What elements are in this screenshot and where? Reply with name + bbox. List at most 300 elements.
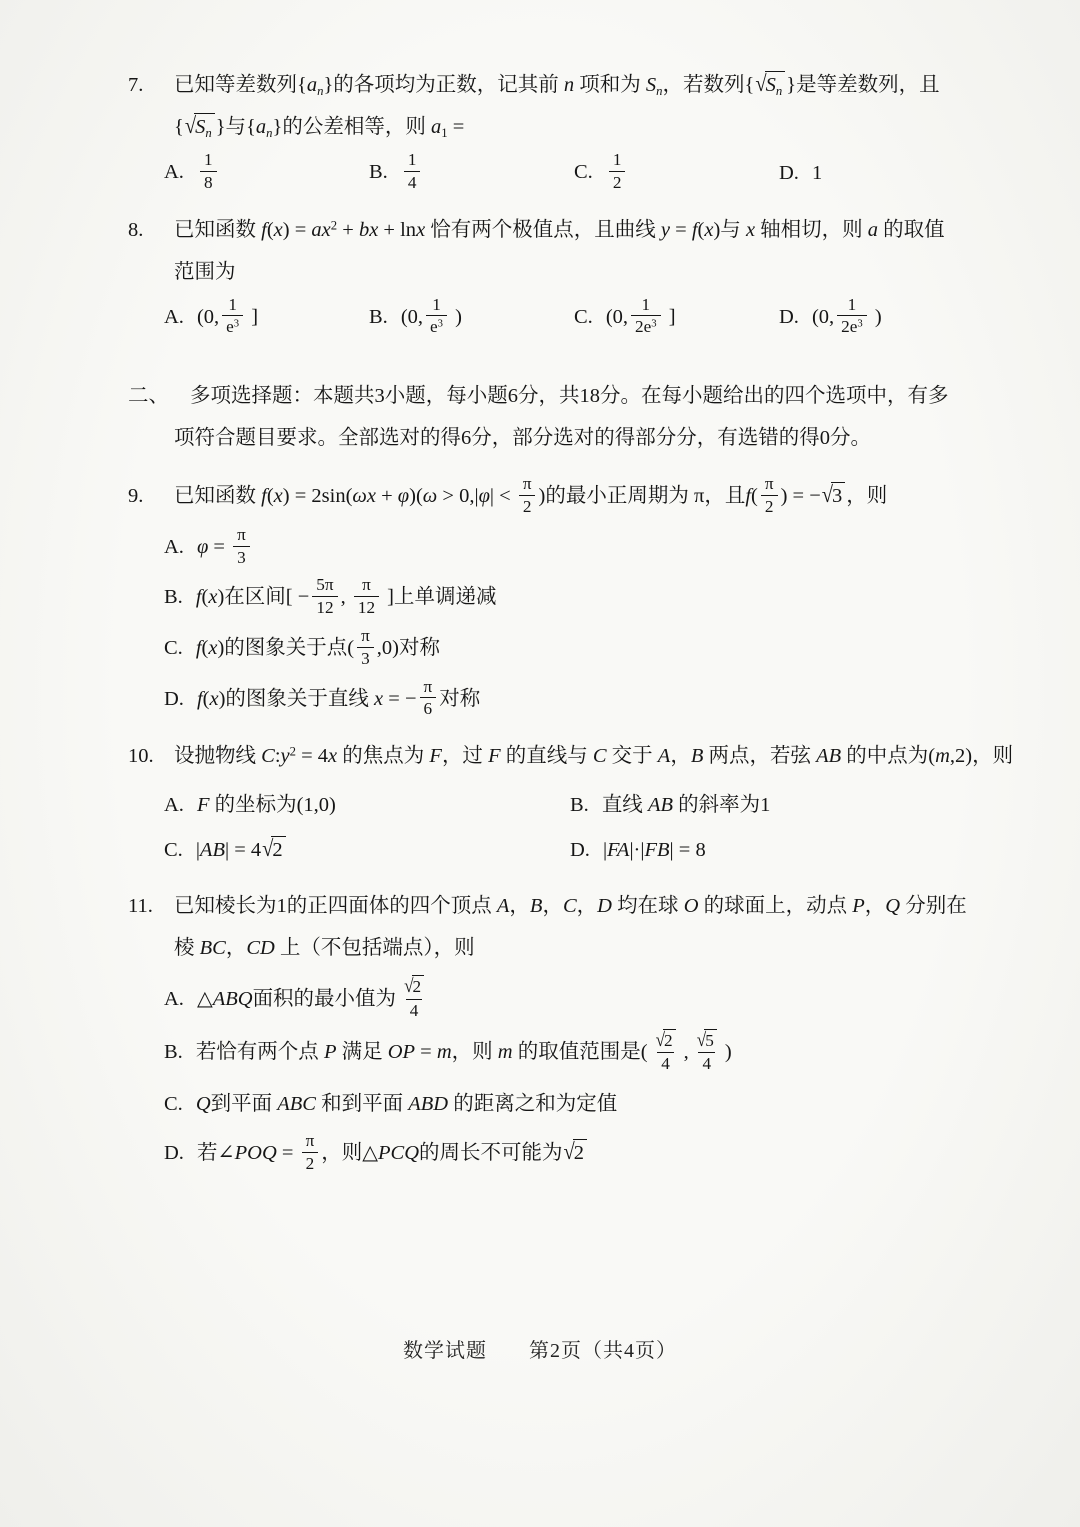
- math-var: POQ: [234, 1142, 277, 1165]
- fraction-numerator: [302, 1131, 319, 1152]
- text: 6: [423, 699, 433, 719]
- page-footer: 数学试题 第2页（共4页）: [403, 1340, 677, 1362]
- text: 2: [272, 839, 283, 862]
- math-var: n: [563, 74, 575, 96]
- text: 2: [664, 1030, 673, 1050]
- text: 对称: [439, 687, 481, 710]
- stem-line: [128, 927, 1008, 969]
- math-var: n: [656, 83, 663, 98]
- question-number: 7.: [128, 74, 144, 96]
- radical-icon: √: [262, 837, 274, 862]
- text: π: [237, 524, 246, 544]
- text: (: [202, 687, 210, 710]
- text: +: [375, 485, 398, 508]
- text: }的公差相等，则: [272, 116, 431, 139]
- text: 2: [573, 1142, 585, 1165]
- math-var: x: [704, 218, 714, 241]
- text: 4: [661, 1054, 670, 1074]
- stem-line: [128, 209, 1008, 251]
- math-var: ω: [422, 485, 438, 508]
- text: )在区间[ −: [217, 586, 310, 609]
- text: e: [430, 317, 438, 337]
- math-sqrt: [697, 1029, 717, 1052]
- math-var: f: [195, 637, 202, 660]
- math-var: x: [374, 687, 384, 710]
- text: =: [276, 1142, 299, 1165]
- text: 直线: [601, 794, 648, 817]
- option-D: [779, 153, 822, 194]
- math-sqrt: [185, 106, 215, 148]
- text: π: [522, 474, 532, 494]
- math-var: x: [273, 218, 283, 241]
- math-fraction: [426, 295, 447, 338]
- fraction-numerator: [200, 150, 217, 171]
- option-body: [197, 150, 220, 192]
- text: ，: [542, 895, 563, 918]
- math-var: S: [645, 74, 657, 96]
- math-sqrt: [404, 975, 424, 998]
- option-B: [128, 577, 1008, 620]
- text: 1: [441, 125, 448, 140]
- math-var: a: [430, 116, 442, 139]
- option-label: B.: [164, 1041, 183, 1064]
- text: 2e: [635, 317, 652, 337]
- math-fraction: [519, 474, 536, 517]
- math-var: C: [261, 745, 275, 768]
- text: 8: [203, 172, 213, 192]
- option-body: [196, 839, 287, 861]
- text: 1: [811, 161, 823, 184]
- question-number: 8.: [128, 218, 144, 241]
- math-var: f: [195, 586, 202, 609]
- option-body: [196, 676, 481, 719]
- math-var: a: [867, 218, 879, 241]
- text: ]上单调递减: [382, 586, 497, 609]
- text: π: [361, 626, 370, 646]
- fraction-denominator: [222, 315, 243, 337]
- math-fraction: [420, 677, 437, 720]
- option-B: [369, 294, 574, 340]
- text: △: [196, 987, 213, 1010]
- option-A: [164, 152, 369, 195]
- text: 2: [330, 218, 338, 233]
- option-body: [196, 524, 253, 567]
- math-var: m: [436, 1041, 452, 1064]
- options: [128, 977, 1008, 1176]
- text: 2e: [841, 317, 858, 337]
- section-header: [128, 375, 1008, 459]
- text: {: [174, 116, 184, 139]
- math-var: BC: [199, 937, 226, 960]
- text: ，: [225, 937, 247, 960]
- math-var: OP: [387, 1041, 416, 1064]
- text: 2: [412, 977, 422, 997]
- math-var: bx: [358, 218, 379, 241]
- option-C: [128, 1084, 1008, 1125]
- option-D: [128, 1133, 1008, 1176]
- math-fraction: [302, 1131, 319, 1174]
- math-var: O: [683, 895, 699, 918]
- option-A: [164, 785, 570, 826]
- text: )与: [713, 218, 746, 241]
- text: | = 4: [224, 839, 262, 862]
- math-var: AB: [647, 794, 673, 817]
- option-C: [574, 152, 779, 195]
- math-var: f: [261, 218, 267, 241]
- stem-line: [128, 64, 1008, 106]
- fraction-numerator: [358, 575, 375, 596]
- fraction-numerator: [609, 150, 626, 171]
- text: | <: [489, 485, 516, 508]
- fraction-numerator: [404, 150, 421, 171]
- fraction-denominator: [761, 495, 778, 517]
- text: 和到平面: [315, 1093, 409, 1116]
- text: (0,: [400, 305, 424, 328]
- math-fraction: [761, 474, 778, 517]
- math-fraction: [357, 626, 374, 669]
- text: }与{: [215, 116, 256, 139]
- math-subscript: [776, 84, 782, 98]
- text: 的直线与: [500, 745, 593, 768]
- text: ,: [683, 1041, 689, 1064]
- fraction-denominator: [420, 697, 437, 719]
- text: 的距离之和为定值: [448, 1093, 618, 1116]
- text: 到平面: [210, 1093, 278, 1116]
- math-var: Q: [885, 895, 901, 918]
- text: 5: [705, 1030, 714, 1050]
- option-body: [195, 626, 440, 668]
- fraction-denominator: [404, 171, 421, 193]
- math-var: B: [529, 895, 543, 918]
- math-var: C: [562, 895, 577, 918]
- fraction-numerator: [651, 1029, 681, 1053]
- text: 棱: [174, 937, 200, 960]
- text: 5π: [316, 575, 334, 595]
- option-body: [401, 150, 424, 192]
- math-var: FB: [644, 839, 670, 862]
- text: ，过: [441, 745, 489, 768]
- math-var: φ: [196, 535, 209, 558]
- radical-icon: √: [755, 71, 767, 97]
- option-D: [779, 294, 882, 340]
- text: (0,: [605, 305, 629, 328]
- text: 1: [612, 150, 622, 170]
- fraction-numerator: [519, 474, 536, 495]
- option-label: C.: [164, 839, 183, 862]
- text: ): [724, 1041, 732, 1064]
- option-label: D.: [164, 1142, 184, 1165]
- math-var: a: [306, 74, 318, 96]
- math-var: n: [775, 83, 783, 98]
- option-body: [812, 162, 822, 184]
- option-label: B.: [369, 305, 388, 328]
- option-A: [128, 524, 1008, 570]
- math-superscript: [438, 318, 443, 330]
- fraction-numerator: [428, 295, 445, 316]
- text: 2: [305, 1154, 315, 1173]
- math-var: A: [657, 745, 671, 768]
- text: (: [201, 586, 209, 609]
- question-7: [128, 64, 1008, 195]
- math-var: x: [208, 637, 218, 660]
- text: }是等差数列，且: [786, 74, 940, 96]
- question-10: [128, 735, 1014, 871]
- math-fraction: [222, 295, 243, 338]
- options: [128, 294, 1008, 340]
- text: |: [602, 839, 608, 862]
- option-body: [196, 294, 259, 337]
- text: )的图象关于直线: [218, 687, 375, 710]
- fraction-denominator: [426, 315, 447, 337]
- math-superscript: [857, 318, 862, 330]
- section-line: [128, 375, 1008, 417]
- math-sqrt: [656, 1029, 676, 1052]
- math-var: f: [745, 485, 752, 508]
- option-body: [605, 294, 676, 337]
- math-var: m: [497, 1041, 513, 1064]
- text: 项和为: [574, 74, 646, 96]
- text: 的周长不可能为: [419, 1142, 563, 1165]
- math-var: f: [691, 218, 698, 241]
- text: (: [266, 218, 274, 241]
- math-fraction: [631, 295, 661, 338]
- options: [128, 152, 1008, 195]
- text: 恰有两个极值点，且曲线: [425, 218, 661, 241]
- option-body: [196, 1131, 588, 1173]
- math-var: f: [196, 687, 203, 710]
- math-sqrt: [755, 64, 785, 106]
- text: 3: [237, 547, 246, 567]
- stem-line: [128, 251, 1008, 293]
- text: 1: [847, 294, 857, 314]
- radicand: [271, 836, 285, 863]
- math-var: F: [429, 745, 442, 768]
- math-var: x: [328, 745, 338, 768]
- section-line: [128, 417, 1008, 459]
- text: 分别在: [900, 895, 967, 918]
- math-var: PCQ: [378, 1142, 420, 1165]
- text: 已知等差数列{: [174, 74, 307, 96]
- text: ,: [340, 586, 351, 609]
- text: }的各项均为正数，记其前: [323, 74, 564, 96]
- math-var: B: [690, 745, 704, 768]
- text: 4: [407, 172, 417, 192]
- fraction-denominator: [302, 1152, 319, 1174]
- math-var: n: [266, 125, 273, 140]
- option-body: [196, 975, 432, 1020]
- text: 已知函数: [174, 218, 262, 241]
- math-var: A: [496, 895, 510, 918]
- option-label: C.: [164, 1093, 183, 1116]
- fraction-numerator: [844, 295, 861, 316]
- math-var: n: [317, 83, 324, 98]
- exam-content: [128, 64, 1014, 1190]
- math-var: S: [765, 74, 776, 96]
- radicand: [831, 482, 845, 509]
- text: e: [226, 317, 234, 337]
- option-label: B.: [570, 794, 589, 817]
- option-label: C.: [164, 637, 183, 660]
- math-fraction: [609, 150, 626, 193]
- text: 的取值范围是(: [512, 1041, 648, 1064]
- fraction-denominator: [406, 999, 423, 1021]
- text: 已知函数: [174, 485, 262, 508]
- option-C: [164, 830, 570, 871]
- text: ,2)，则: [949, 745, 1014, 768]
- text: 3: [651, 318, 657, 331]
- option-label: A.: [164, 161, 184, 184]
- text: =: [208, 535, 231, 558]
- math-var: F: [196, 794, 210, 817]
- text: 均在球: [611, 895, 684, 918]
- text: (0,: [196, 305, 220, 328]
- radical-icon: √: [184, 113, 197, 139]
- math-var: FA: [607, 839, 630, 862]
- text: 2: [522, 497, 532, 517]
- option-label: C.: [574, 305, 593, 328]
- math-var: C: [592, 745, 607, 768]
- radicand: [765, 71, 786, 99]
- question-number: 9.: [128, 485, 144, 508]
- text: 已知棱长为1的正四面体的四个顶点: [174, 895, 497, 918]
- text: ，: [864, 895, 886, 918]
- text: 的球面上，动点: [698, 895, 853, 918]
- text: 4: [702, 1054, 712, 1074]
- stem-line: [128, 735, 1014, 777]
- fraction-denominator: [200, 171, 217, 193]
- text: 范围为: [174, 260, 236, 283]
- text: = 4: [295, 745, 329, 768]
- text: 12: [316, 598, 334, 618]
- text: 轴相切，则: [755, 218, 868, 241]
- text: (: [201, 637, 209, 660]
- option-label: D.: [779, 305, 799, 328]
- option-label: A.: [164, 305, 184, 328]
- math-fraction: [404, 150, 421, 193]
- option-C: [574, 294, 779, 340]
- fraction-denominator: [609, 171, 626, 193]
- fraction-numerator: [224, 295, 241, 316]
- question-9: [128, 475, 1008, 721]
- question-number: 11.: [128, 895, 153, 918]
- text: 3: [361, 648, 370, 668]
- fraction-denominator: [519, 495, 536, 517]
- text: = −: [383, 687, 417, 710]
- text: 交于: [606, 745, 658, 768]
- radical-icon: √: [696, 1028, 707, 1051]
- math-sqrt: [564, 1133, 588, 1174]
- math-var: CD: [246, 937, 275, 960]
- option-label: D.: [570, 839, 590, 862]
- math-sqrt: [262, 830, 286, 871]
- math-var: x: [209, 687, 219, 710]
- math-superscript: [651, 318, 656, 330]
- fraction-denominator: [233, 546, 250, 568]
- option-body: [602, 794, 771, 816]
- text: 2: [612, 172, 622, 192]
- math-var: ABQ: [212, 987, 253, 1010]
- fraction-denominator: [357, 647, 374, 669]
- math-var: x: [208, 586, 218, 609]
- text: 设抛物线: [174, 745, 262, 768]
- fraction-denominator: [631, 315, 661, 337]
- radicand: [194, 113, 215, 141]
- text: (: [751, 485, 758, 508]
- text: ) = −: [780, 485, 821, 508]
- text: π: [764, 474, 774, 494]
- radical-icon: √: [404, 975, 414, 997]
- text: ，: [670, 745, 691, 768]
- math-var: y: [280, 745, 290, 768]
- option-B: [570, 785, 976, 826]
- text: π: [423, 676, 433, 696]
- text: 若恰有两个点: [195, 1041, 324, 1064]
- math-var: n: [205, 125, 212, 140]
- text: ,0)对称: [376, 637, 440, 660]
- radical-icon: √: [821, 483, 834, 508]
- fraction-numerator: [692, 1029, 722, 1053]
- text: + ln: [378, 218, 417, 241]
- text: =: [447, 116, 465, 139]
- text: )的最小正周期为 π，且: [538, 485, 746, 508]
- math-var: P: [852, 895, 865, 918]
- question-8: [128, 209, 1008, 340]
- math-fraction: [837, 295, 867, 338]
- text: |·|: [629, 839, 645, 862]
- options: [128, 781, 1008, 871]
- option-label: C.: [574, 161, 593, 184]
- text: 的斜率为1: [672, 794, 771, 817]
- option-body: [606, 150, 629, 192]
- text: 的坐标为(1,0): [209, 794, 336, 817]
- section-number: 二、: [128, 385, 169, 408]
- option-label: D.: [164, 687, 184, 710]
- option-label: B.: [164, 586, 183, 609]
- text: ): [449, 305, 462, 328]
- math-fraction: [651, 1029, 681, 1074]
- math-var: ωx: [352, 485, 376, 508]
- radicand: [573, 1139, 587, 1166]
- math-fraction: [200, 150, 217, 193]
- text: π: [305, 1131, 315, 1151]
- options: [128, 524, 1008, 721]
- text: (: [266, 485, 274, 508]
- math-var: x: [416, 218, 426, 241]
- text: ): [869, 305, 882, 328]
- option-body: [196, 1093, 617, 1115]
- math-var: ABD: [408, 1093, 449, 1116]
- option-A: [164, 294, 369, 340]
- option-label: A.: [164, 987, 184, 1010]
- math-var: Q: [195, 1093, 211, 1116]
- text: )的图象关于点(: [217, 637, 355, 660]
- fraction-denominator: [657, 1052, 674, 1074]
- text: (0,: [811, 305, 835, 328]
- text: 面积的最小值为: [252, 987, 397, 1010]
- text: 的焦点为: [337, 745, 430, 768]
- option-D: [570, 830, 976, 871]
- fraction-denominator: [354, 596, 379, 618]
- fraction-denominator: [698, 1052, 715, 1074]
- text: 若∠: [196, 1142, 235, 1165]
- math-var: a: [255, 116, 267, 139]
- option-C: [128, 628, 1008, 671]
- text: ) = 2sin(: [282, 485, 353, 508]
- math-var: x: [273, 485, 283, 508]
- text: :: [274, 745, 281, 768]
- text: 1: [203, 150, 213, 170]
- math-var: f: [261, 485, 267, 508]
